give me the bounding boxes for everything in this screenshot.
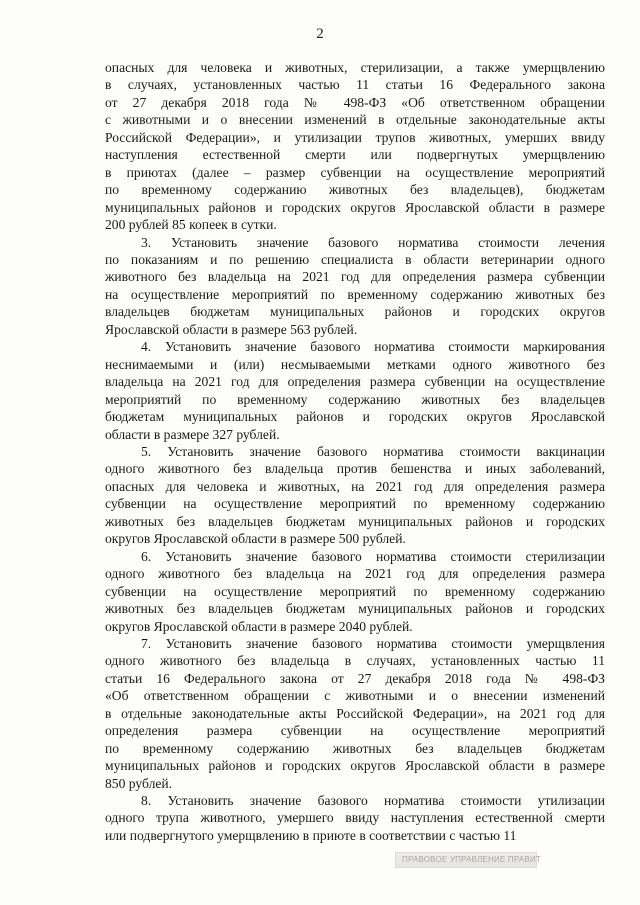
text-line: субвенции на осуществление мероприятий по временному содержанию — [105, 583, 605, 599]
text-line: 850 рублей. — [105, 775, 173, 791]
text-line: округов Ярославской области в размере 500 рублей. — [105, 531, 406, 547]
document-body — [105, 59, 605, 844]
text-line: опасных для человека и животных, на 2021 год для определения размера — [105, 478, 605, 494]
text-line: 3. Установить значение базового норматива стоимости лечения — [141, 234, 605, 250]
text-line: 6. Установить значение базового норматива стоимости стерилизации — [141, 548, 605, 564]
text-line: определения размера субвенции на осуществление мероприятий — [105, 723, 605, 739]
text-line: с животными и о внесении изменений в отдельные законодательные акты — [105, 112, 605, 128]
text-line: муниципальных районов и городских округов Ярославской области в размере — [105, 199, 605, 215]
text-line: опасных для человека и животных, стерилизации, а также умерщвлению — [105, 60, 605, 75]
text-line: владельца на 2021 год для определения размера субвенции на осуществление — [105, 374, 605, 390]
text-line: владельцев бюджетам муниципальных районов и городских округов — [105, 304, 605, 320]
text-line: 200 рублей 85 копеек в сутки. — [105, 217, 277, 233]
text-line: муниципальных районов и городских округов Ярославской области в размере — [105, 758, 605, 774]
stamp-text: ПРАВОВОЕ УПРАВЛЕНИЕ ПРАВИТ — [402, 855, 541, 864]
text-line: 8. Установить значение базового норматива стоимости утилизации — [141, 793, 605, 809]
text-line: области в размере 327 рублей. — [105, 426, 280, 442]
text-line: в приютах (далее – размер субвенции на осуществление мероприятий — [105, 164, 605, 180]
page-number: 2 — [316, 26, 324, 42]
text-line: наступления естественной смерти или подвергнутых умерщвлению — [105, 147, 605, 163]
text-line: неснимаемыми и (или) несмываемыми метками одного животного без — [105, 356, 605, 372]
paragraph — [105, 234, 605, 339]
text-line: от 27 декабря 2018 года № 498-ФЗ «Об ответственном обращении — [105, 94, 605, 110]
text-line: по показаниям и по решению специалиста в области ветеринарии одного — [105, 251, 605, 267]
text-line: в случаях, установленных частью 11 статьи 16 Федерального закона — [105, 77, 605, 93]
text-line: 5. Установить значение базового норматива стоимости вакцинации — [141, 443, 605, 459]
text-line: по временному содержанию животных без владельцев), бюджетам — [105, 182, 605, 198]
text-line: «Об ответственном обращении с животными и о внесении изменений — [105, 688, 605, 704]
text-line: 4. Установить значение базового норматива стоимости маркирования — [141, 339, 605, 355]
text-line: мероприятий по временному содержанию животных без владельцев — [105, 391, 605, 407]
paragraph — [105, 443, 605, 548]
paragraph — [105, 338, 605, 443]
text-line: в отдельные законодательные акты Российской Федерации», на 2021 год для — [105, 705, 605, 721]
registration-stamp — [395, 852, 541, 868]
text-line: одного животного без владельца на 2021 год для определения размера — [105, 566, 605, 582]
text-line: Российской Федерации», и утилизации трупов животных, умерших ввиду — [105, 129, 605, 145]
text-line: округов Ярославской области в размере 2040 рублей. — [105, 618, 413, 634]
text-line: одного животного без владельца в случаях, установленных частью 11 — [105, 653, 605, 669]
text-line: животных без владельцев бюджетам муниципальных районов и городских — [105, 513, 605, 529]
text-line: одного трупа животного, умершего ввиду наступления естественной смерти — [105, 810, 605, 826]
text-line: Ярославской области в размере 563 рублей. — [105, 321, 358, 337]
text-line: бюджетам муниципальных районов и городских округов Ярославской — [105, 409, 605, 425]
text-line: животных без владельцев бюджетам муниципальных районов и городских — [105, 601, 605, 617]
text-line: животного без владельца на 2021 год для определения размера субвенции — [105, 269, 605, 285]
text-line: статьи 16 Федерального закона от 27 декабря 2018 года № 498-ФЗ — [105, 670, 605, 686]
text-line: или подвергнутого умерщвлению в приюте в соответствии с частью 11 — [105, 827, 517, 843]
text-line: по временному содержанию животных без владельцев бюджетам — [105, 740, 605, 756]
paragraph — [105, 635, 605, 792]
paragraph — [105, 59, 605, 234]
text-line: на осуществление мероприятий по временному содержанию животных без — [105, 286, 605, 302]
paragraph — [105, 548, 605, 635]
text-line: субвенции на осуществление мероприятий по временному содержанию — [105, 496, 605, 512]
paragraph — [105, 792, 605, 844]
text-line: 7. Установить значение базового норматива стоимости умерщвления — [141, 635, 605, 651]
text-line: одного животного без владельца против бешенства и иных заболеваний, — [105, 461, 605, 477]
